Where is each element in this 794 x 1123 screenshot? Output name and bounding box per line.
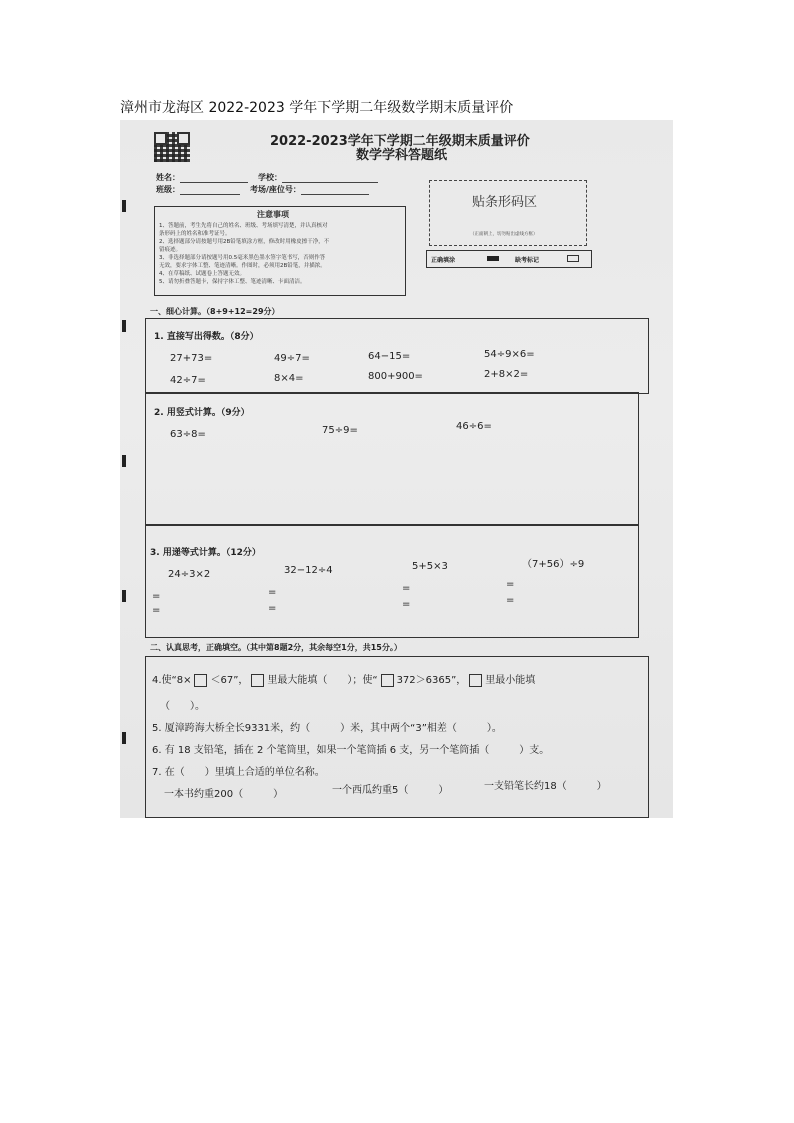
edge-mark: [122, 320, 126, 332]
q3-equals: =: [402, 583, 411, 594]
page-header: 漳州市龙海区 2022-2023 学年下学期二年级数学期末质量评价: [120, 100, 514, 116]
empty-mark-icon: [567, 255, 579, 262]
school-field: [258, 172, 378, 183]
name-field: [156, 172, 248, 183]
q3-equals: =: [268, 603, 277, 614]
q3-equals: =: [402, 599, 411, 610]
barcode-sub: （正面朝上，切勿贴出虚线方框）: [470, 232, 538, 237]
q1-item: 8×4=: [274, 373, 304, 384]
q7-line: 7. 在（ ）里填上合适的单位名称。: [152, 767, 325, 778]
q1-item: 64−15=: [368, 351, 411, 362]
notice-box: [154, 206, 406, 296]
school-label: 学校：: [258, 173, 282, 182]
q4-text: 4.使“8×: [152, 675, 192, 686]
edge-mark: [122, 590, 126, 602]
q4-text: 里最小能填: [485, 675, 536, 686]
notice-line: 1、答题前，考生先将自己的姓名、班级、考场填写清楚，并认真核对: [159, 223, 328, 229]
room-field: [250, 184, 369, 195]
q4-answer: （ ）。: [160, 701, 205, 712]
barcode-label: 贴条形码区: [472, 195, 538, 210]
q1-item: 49÷7=: [274, 353, 310, 364]
q1-panel: [145, 318, 649, 394]
blank-box[interactable]: [194, 674, 207, 687]
q3-equals: =: [152, 591, 161, 602]
answer-sheet: [120, 120, 673, 818]
barcode-area: [429, 180, 587, 246]
q2-item: 63÷8=: [170, 429, 206, 440]
q3-equals: =: [506, 595, 515, 606]
q1-item: 54÷9×6=: [484, 349, 535, 360]
notice-line: 2、选择题部分请按题号用2B铅笔填涂方框，修改时用橡皮擦干净，不: [159, 239, 330, 245]
section2-panel: [145, 656, 649, 818]
q7b-line: 一个西瓜约重5（ ）: [332, 785, 449, 796]
notice-line: 留痕迹。: [159, 247, 182, 253]
q7a-line: 一本书约重200（ ）: [164, 789, 284, 800]
q6-line: 6. 有 18 支铅笔，插在 2 个笔筒里，如果一个笔筒插 6 支，另一个笔筒插（ ）支。: [152, 745, 550, 756]
q7c-line: 一支铅笔长约18（ ）: [484, 781, 607, 792]
qr-code-icon: [154, 132, 190, 162]
exam-photo: [120, 120, 673, 818]
q4-text: 里最大能填（ ）；使“: [267, 675, 378, 686]
edge-mark: [122, 200, 126, 212]
q3-item: （7+56）÷9: [522, 559, 585, 570]
q3-equals: =: [152, 605, 161, 616]
edge-mark: [122, 732, 126, 744]
notice-line: 无效，要求字体工整、笔迹清晰。作图时，必须用2B铅笔，并描浓。: [159, 263, 326, 269]
notice-line: 4、在草稿纸、试题卷上答题无效。: [159, 271, 246, 277]
room-label: 考场/座位号：: [250, 185, 301, 194]
q3-title: 3. 用递等式计算。（12分）: [150, 548, 261, 558]
blank-box[interactable]: [251, 674, 264, 687]
q5-line: 5. 厦漳跨海大桥全长9331米，约（ ）米，其中两个“3”相差（ ）。: [152, 723, 502, 734]
correct-fill-label: 正确填涂: [431, 257, 456, 264]
q2-panel: [145, 392, 639, 526]
q2-item: 46÷6=: [456, 421, 492, 432]
q1-title: 1. 直接写出得数。（8分）: [154, 332, 259, 342]
edge-mark: [122, 455, 126, 467]
q4-text: 372＞6365”，: [396, 675, 467, 686]
exam-title: 2022-2023学年下学期二年级期末质量评价: [270, 134, 530, 149]
q2-title: 2. 用竖式计算。（9分）: [154, 408, 250, 418]
section2-heading: 二、认真思考，正确填空。（其中第8题2分，其余每空1分，共15分。）: [150, 643, 402, 652]
notice-line: 5、请勿折叠答题卡，保持字体工整、笔迹清晰、卡面清洁。: [159, 279, 306, 285]
exam-subtitle: 数学学科答题纸: [356, 148, 448, 163]
q1-item: 800+900=: [368, 371, 423, 382]
q3-equals: =: [268, 587, 277, 598]
absent-label: 缺考标记: [515, 257, 540, 264]
q2-item: 75÷9=: [322, 425, 358, 436]
notice-line: 3、非选择题部分请按题号用0.5毫米黑色墨水签字笔书写，否则作答: [159, 255, 326, 261]
q3-item: 5+5×3: [412, 561, 448, 572]
q3-item: 24÷3×2: [168, 569, 211, 580]
q4-line: [152, 671, 535, 687]
notice-line: 条形码上的姓名和准考证号。: [159, 231, 231, 237]
fill-legend: [426, 250, 592, 268]
class-label: 班级：: [156, 185, 180, 194]
q3-panel: [145, 524, 639, 638]
class-field: [156, 184, 240, 195]
blank-box[interactable]: [469, 674, 482, 687]
q1-item: 27+73=: [170, 353, 213, 364]
q3-item: 32−12÷4: [284, 565, 333, 576]
q1-item: 2+8×2=: [484, 369, 529, 380]
notice-title: 注意事项: [257, 210, 289, 219]
q1-item: 42÷7=: [170, 375, 206, 386]
section1-heading: 一、细心计算。（8+9+12=29分）: [150, 307, 280, 316]
q3-equals: =: [506, 579, 515, 590]
q4-text: ＜67”，: [210, 675, 249, 686]
name-label: 姓名：: [156, 173, 180, 182]
filled-mark-icon: [487, 256, 499, 261]
blank-box[interactable]: [381, 674, 394, 687]
